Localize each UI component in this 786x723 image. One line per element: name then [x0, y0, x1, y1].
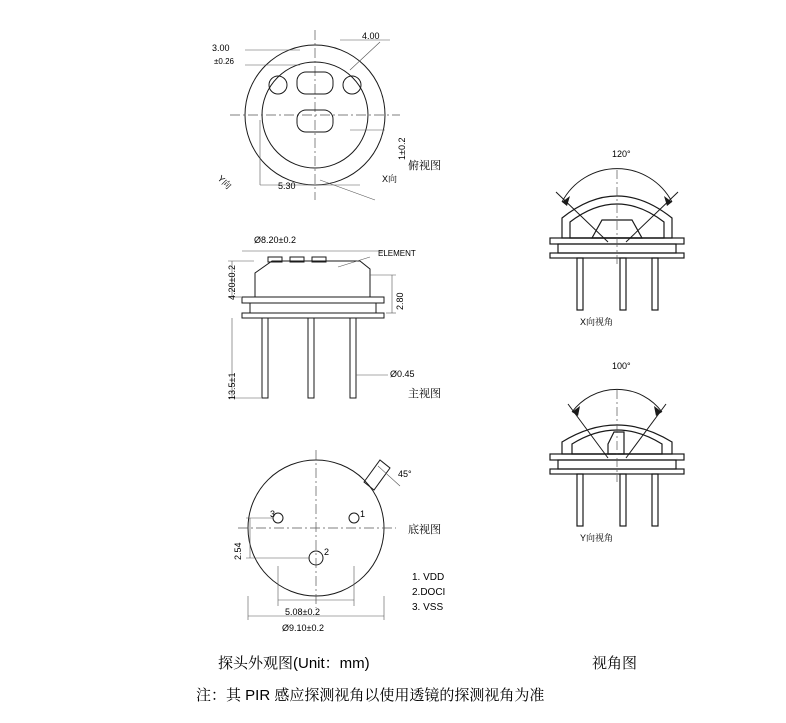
bottom-dim-pitch-v: 2.54 [233, 542, 243, 560]
top-dim-4-00: 4.00 [362, 31, 380, 41]
bottom-dim-notch-angle: 45° [398, 469, 412, 479]
bottom-pin-3-marker: 3 [270, 509, 276, 519]
pin-legend-item-2: 2.DOCI [412, 587, 446, 598]
front-view-label: 主视图 [408, 388, 441, 400]
caption-note: 注：其 PIR 感应探测视角以使用透镜的探测视角为准 [196, 687, 545, 704]
angle-x-value: 120° [612, 149, 631, 159]
front-dim-pin-diameter: Ø0.45 [390, 369, 415, 379]
pin-legend-item-3: 3. VSS [412, 602, 444, 613]
top-view-label: 俯视图 [408, 160, 441, 172]
angle-x-label: X向视角 [580, 317, 614, 327]
front-dim-base-height: 2.80 [395, 292, 405, 310]
bottom-view-label: 底视图 [408, 524, 441, 536]
top-dim-3-00-tol: ±0.26 [214, 57, 234, 66]
bottom-dim-pitch-h: 5.08±0.2 [285, 607, 320, 617]
top-axis-y: Y向 [215, 173, 234, 191]
angle-y-value: 100° [612, 361, 631, 371]
front-dim-pin-length: 13.5±1 [227, 372, 237, 400]
angle-y-label: Y向视角 [580, 533, 614, 543]
angle-y-drawing [520, 350, 720, 550]
caption-angle: 视角图 [592, 655, 638, 672]
caption-outline: 探头外观图(Unit：mm) [218, 655, 370, 672]
front-element-label: ELEMENT [378, 249, 416, 258]
bottom-dim-diameter: Ø9.10±0.2 [282, 623, 324, 633]
front-dim-diameter: Ø8.20±0.2 [254, 235, 296, 245]
angle-x-drawing [520, 140, 720, 330]
top-dim-3-00: 3.00 [212, 43, 230, 53]
front-dim-height: 4.20±0.2 [227, 265, 237, 300]
pin-legend-item-1: 1. VDD [412, 572, 445, 583]
bottom-pin-2-marker: 2 [324, 547, 330, 557]
top-view-drawing [200, 10, 460, 220]
top-dim-5-30: 5.30 [278, 181, 296, 191]
top-axis-x: X向 [382, 174, 398, 184]
top-dim-1-tol: 1±0.2 [397, 137, 407, 160]
pin-legend [412, 570, 445, 615]
bottom-pin-1-marker: 1 [360, 509, 366, 519]
